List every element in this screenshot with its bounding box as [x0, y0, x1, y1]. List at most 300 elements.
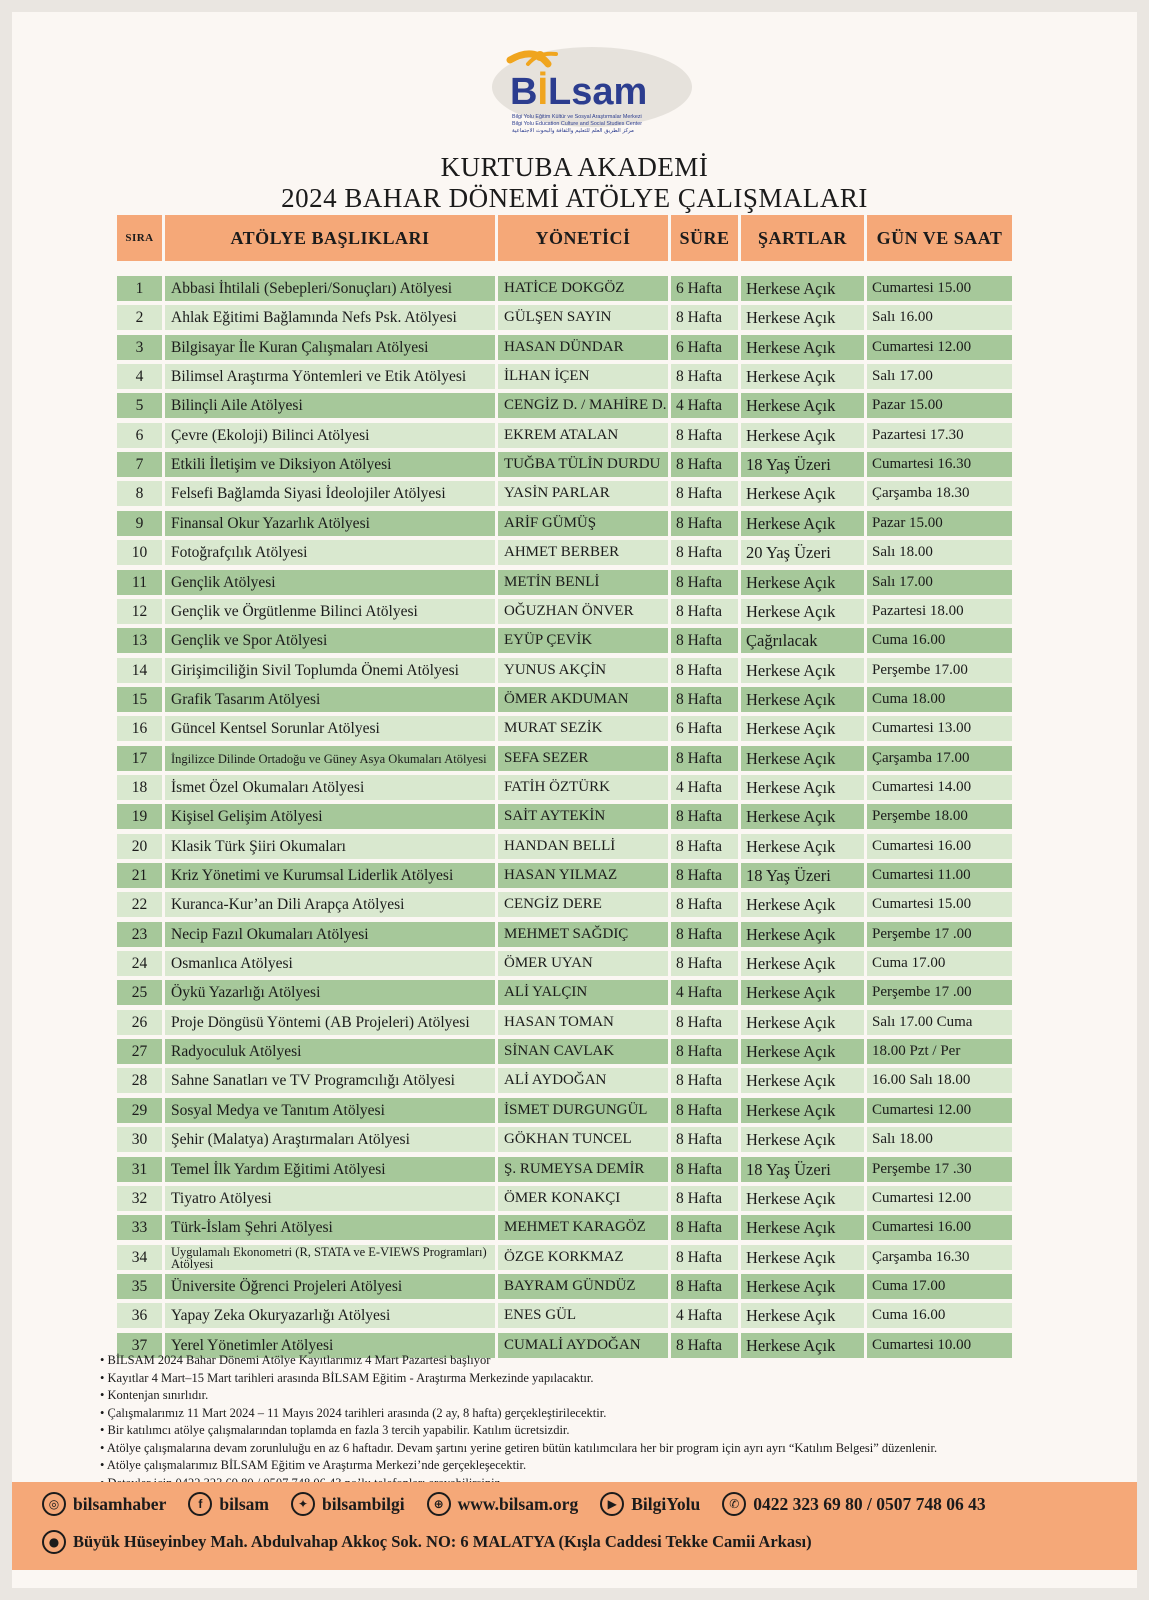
cell-name: Grafik Tasarım Atölyesi [165, 687, 495, 712]
cell-name: Yerel Yönetimler Atölyesi [165, 1333, 495, 1358]
cell-manager: ALİ YALÇIN [498, 980, 668, 1005]
cell-condition: Herkese Açık [741, 834, 864, 859]
website-link: www.bilsam.org [457, 1493, 579, 1514]
cell-name: Klasik Türk Şiiri Okumaları [165, 834, 495, 859]
cell-time: Perşembe 17.00 [867, 658, 1012, 683]
cell-manager: ÖMER AKDUMAN [498, 687, 668, 712]
table-row [117, 716, 1012, 741]
cell-num: 4 [117, 364, 162, 389]
cell-time: Cuma 16.00 [867, 1303, 1012, 1328]
table-row [117, 1068, 1012, 1093]
table-row [117, 863, 1012, 888]
table-row [117, 804, 1012, 829]
cell-num: 11 [117, 570, 162, 595]
cell-condition: 18 Yaş Üzeri [741, 1157, 864, 1182]
cell-num: 29 [117, 1098, 162, 1123]
cell-condition: Herkese Açık [741, 570, 864, 595]
cell-condition: Herkese Açık [741, 746, 864, 771]
table-row [117, 393, 1012, 418]
cell-num: 13 [117, 628, 162, 653]
cell-manager: ÖMER UYAN [498, 951, 668, 976]
cell-duration: 6 Hafta [671, 335, 738, 360]
cell-name: Necip Fazıl Okumaları Atölyesi [165, 922, 495, 947]
cell-name: Finansal Okur Yazarlık Atölyesi [165, 511, 495, 536]
table-row [117, 746, 1012, 771]
cell-manager: GÖKHAN TUNCEL [498, 1127, 668, 1152]
note-item: • Çalışmalarımız 11 Mart 2024 – 11 Mayıs 2024 tarihleri arasında (2 ay, 8 hafta) gerçekleştirilecektir. [100, 1405, 1100, 1423]
title-line-1: KURTUBA AKADEMİ [440, 152, 709, 182]
cell-num: 10 [117, 540, 162, 565]
table-row [117, 658, 1012, 683]
table-row [117, 834, 1012, 859]
table-row [117, 1245, 1012, 1270]
table-row [117, 922, 1012, 947]
cell-duration: 8 Hafta [671, 1215, 738, 1240]
cell-num: 5 [117, 393, 162, 418]
cell-duration: 4 Hafta [671, 775, 738, 800]
cell-time: Perşembe 17 .30 [867, 1157, 1012, 1182]
cell-num: 25 [117, 980, 162, 1005]
cell-time: Cumartesi 10.00 [867, 1333, 1012, 1358]
bilsam-logo [482, 42, 702, 142]
cell-condition: Çağrılacak [741, 628, 864, 653]
address-text: Büyük Hüseyinbey Mah. Abdulvahap Akkoç Sok. NO: 6 MALATYA (Kışla Caddesi Tekke Camii Arkası) [73, 1532, 812, 1551]
cell-condition: Herkese Açık [741, 1245, 864, 1270]
cell-manager: İSMET DURGUNGÜL [498, 1098, 668, 1123]
cell-manager: HASAN DÜNDAR [498, 335, 668, 360]
table-row [117, 452, 1012, 477]
cell-duration: 8 Hafta [671, 1274, 738, 1299]
cell-num: 8 [117, 481, 162, 506]
cell-duration: 8 Hafta [671, 452, 738, 477]
cell-num: 15 [117, 687, 162, 712]
table-row [117, 364, 1012, 389]
cell-num: 18 [117, 775, 162, 800]
cell-name: Çevre (Ekoloji) Bilinci Atölyesi [165, 423, 495, 448]
cell-manager: HANDAN BELLİ [498, 834, 668, 859]
cell-condition: Herkese Açık [741, 1068, 864, 1093]
notes-list [100, 1352, 1100, 1492]
twitter-handle: bilsambilgi [321, 1493, 405, 1514]
cell-duration: 8 Hafta [671, 746, 738, 771]
cell-duration: 8 Hafta [671, 1157, 738, 1182]
cell-num: 32 [117, 1186, 162, 1211]
cell-duration: 8 Hafta [671, 951, 738, 976]
facebook-handle: bilsam [219, 1493, 269, 1514]
footer-twitter[interactable] [291, 1492, 405, 1516]
cell-name: Yapay Zeka Okuryazarlığı Atölyesi [165, 1303, 495, 1328]
cell-manager: ÖMER KONAKÇI [498, 1186, 668, 1211]
cell-time: Cumartesi 12.00 [867, 1186, 1012, 1211]
cell-condition: Herkese Açık [741, 423, 864, 448]
cell-manager: CENGİZ DERE [498, 892, 668, 917]
cell-condition: Herkese Açık [741, 658, 864, 683]
table-row [117, 1010, 1012, 1035]
cell-num: 12 [117, 599, 162, 624]
cell-num: 3 [117, 335, 162, 360]
cell-condition: Herkese Açık [741, 1303, 864, 1328]
cell-condition: Herkese Açık [741, 305, 864, 330]
cell-manager: ENES GÜL [498, 1303, 668, 1328]
footer-facebook[interactable] [188, 1492, 269, 1516]
cell-time: Pazar 15.00 [867, 393, 1012, 418]
cell-condition: Herkese Açık [741, 1333, 864, 1358]
cell-name: Radyoculuk Atölyesi [165, 1039, 495, 1064]
cell-name: Kuranca-Kur’an Dili Arapça Atölyesi [165, 892, 495, 917]
cell-time: Çarşamba 17.00 [867, 746, 1012, 771]
phone-icon: ✆ [722, 1492, 746, 1516]
note-item: • Atölye çalışmalarımız BİLSAM Eğitim ve Araştırma Merkezi’nde gerçekleşecektir. [100, 1457, 1100, 1475]
cell-name: Bilimsel Araştırma Yöntemleri ve Etik Atölyesi [165, 364, 495, 389]
cell-duration: 8 Hafta [671, 863, 738, 888]
location-pin-icon: ● [42, 1530, 66, 1554]
phone-numbers: 0422 323 69 80 / 0507 748 06 43 [753, 1493, 986, 1514]
cell-name: Kişisel Gelişim Atölyesi [165, 804, 495, 829]
cell-duration: 8 Hafta [671, 1010, 738, 1035]
cell-duration: 6 Hafta [671, 716, 738, 741]
cell-name: Bilgisayar İle Kuran Çalışmaları Atölyesi [165, 335, 495, 360]
cell-manager: HASAN YILMAZ [498, 863, 668, 888]
cell-num: 17 [117, 746, 162, 771]
cell-time: Cumartesi 11.00 [867, 863, 1012, 888]
table-row [117, 599, 1012, 624]
cell-name: Sahne Sanatları ve TV Programcılığı Atölyesi [165, 1068, 495, 1093]
cell-duration: 8 Hafta [671, 423, 738, 448]
cell-duration: 8 Hafta [671, 511, 738, 536]
cell-time: 16.00 Salı 18.00 [867, 1068, 1012, 1093]
cell-manager: FATİH ÖZTÜRK [498, 775, 668, 800]
cell-manager: MURAT SEZİK [498, 716, 668, 741]
cell-manager: SEFA SEZER [498, 746, 668, 771]
cell-name: Abbasi İhtilali (Sebepleri/Sonuçları) Atölyesi [165, 276, 495, 301]
cell-manager: CUMALİ AYDOĞAN [498, 1333, 668, 1358]
cell-condition: Herkese Açık [741, 716, 864, 741]
cell-time: Çarşamba 18.30 [867, 481, 1012, 506]
logo-tagline-1: Bilgi Yolu Eğitim Kültür ve Sosyal Araştırmalar Merkezi [512, 114, 642, 120]
cell-duration: 8 Hafta [671, 305, 738, 330]
table-row [117, 276, 1012, 301]
table-row [117, 423, 1012, 448]
cell-duration: 8 Hafta [671, 658, 738, 683]
table-row [117, 980, 1012, 1005]
footer-address-row [42, 1530, 812, 1554]
cell-manager: SAİT AYTEKİN [498, 804, 668, 829]
cell-manager: MEHMET SAĞDIÇ [498, 922, 668, 947]
cell-name: Türk-İslam Şehri Atölyesi [165, 1215, 495, 1240]
cell-num: 35 [117, 1274, 162, 1299]
cell-duration: 8 Hafta [671, 1186, 738, 1211]
note-item: • Kontenjan sınırlıdır. [100, 1387, 1100, 1405]
cell-time: 18.00 Pzt / Per [867, 1039, 1012, 1064]
cell-time: Pazartesi 17.30 [867, 423, 1012, 448]
svg-text:BİLsam: BİLsam [510, 71, 648, 113]
note-item: • Kayıtlar 4 Mart–15 Mart tarihleri arasında BİLSAM Eğitim - Araştırma Merkezinde yapılacaktır. [100, 1370, 1100, 1388]
cell-time: Cumartesi 14.00 [867, 775, 1012, 800]
cell-time: Cumartesi 15.00 [867, 276, 1012, 301]
cell-name: Güncel Kentsel Sorunlar Atölyesi [165, 716, 495, 741]
cell-condition: Herkese Açık [741, 1039, 864, 1064]
cell-duration: 8 Hafta [671, 804, 738, 829]
header-sartlar: ŞARTLAR [741, 215, 864, 261]
table-row [117, 305, 1012, 330]
cell-time: Cuma 18.00 [867, 687, 1012, 712]
cell-manager: TUĞBA TÜLİN DURDU [498, 452, 668, 477]
cell-time: Salı 17.00 Cuma [867, 1010, 1012, 1035]
cell-name: Girişimciliğin Sivil Toplumda Önemi Atölyesi [165, 658, 495, 683]
cell-condition: Herkese Açık [741, 599, 864, 624]
cell-num: 33 [117, 1215, 162, 1240]
cell-name: Üniversite Öğrenci Projeleri Atölyesi [165, 1274, 495, 1299]
cell-condition: Herkese Açık [741, 951, 864, 976]
cell-duration: 8 Hafta [671, 1333, 738, 1358]
cell-manager: İLHAN İÇEN [498, 364, 668, 389]
cell-manager: OĞUZHAN ÖNVER [498, 599, 668, 624]
cell-time: Salı 18.00 [867, 1127, 1012, 1152]
cell-time: Cuma 17.00 [867, 1274, 1012, 1299]
title-line-2: 2024 BAHAR DÖNEMİ ATÖLYE ÇALIŞMALARI [281, 183, 868, 213]
cell-duration: 8 Hafta [671, 1039, 738, 1064]
header-yonetici: YÖNETİCİ [498, 215, 668, 261]
cell-time: Cumartesi 12.00 [867, 1098, 1012, 1123]
cell-manager: EYÜP ÇEVİK [498, 628, 668, 653]
cell-num: 24 [117, 951, 162, 976]
cell-num: 9 [117, 511, 162, 536]
cell-manager: ÖZGE KORKMAZ [498, 1245, 668, 1270]
cell-condition: Herkese Açık [741, 276, 864, 301]
cell-name: Osmanlıca Atölyesi [165, 951, 495, 976]
table-row [117, 335, 1012, 360]
table-row [117, 570, 1012, 595]
table-row [117, 1303, 1012, 1328]
instagram-handle: bilsamhaber [73, 1493, 167, 1514]
cell-name: Uygulamalı Ekonometri (R, STATA ve E-VIEWS Programları) Atölyesi [165, 1245, 495, 1270]
cell-condition: Herkese Açık [741, 892, 864, 917]
cell-num: 30 [117, 1127, 162, 1152]
cell-time: Salı 17.00 [867, 364, 1012, 389]
cell-manager: EKREM ATALAN [498, 423, 668, 448]
cell-num: 6 [117, 423, 162, 448]
cell-num: 22 [117, 892, 162, 917]
cell-manager: MEHMET KARAGÖZ [498, 1215, 668, 1240]
cell-time: Cumartesi 15.00 [867, 892, 1012, 917]
note-item: • Bir katılımcı atölye çalışmalarından toplamda en fazla 3 tercih yapabilir. Katılım ücretsizdir. [100, 1422, 1100, 1440]
cell-name: Fotoğrafçılık Atölyesi [165, 540, 495, 565]
cell-duration: 6 Hafta [671, 276, 738, 301]
footer-website[interactable] [427, 1492, 579, 1516]
table-row [117, 481, 1012, 506]
cell-manager: BAYRAM GÜNDÜZ [498, 1274, 668, 1299]
cell-num: 31 [117, 1157, 162, 1182]
cell-manager: YUNUS AKÇİN [498, 658, 668, 683]
table-row [117, 1274, 1012, 1299]
table-row [117, 1127, 1012, 1152]
cell-condition: Herkese Açık [741, 1186, 864, 1211]
cell-name: Felsefi Bağlamda Siyasi İdeolojiler Atölyesi [165, 481, 495, 506]
cell-manager: GÜLŞEN SAYIN [498, 305, 668, 330]
footer-youtube[interactable] [600, 1492, 700, 1516]
facebook-icon: f [188, 1492, 212, 1516]
cell-num: 16 [117, 716, 162, 741]
cell-duration: 8 Hafta [671, 540, 738, 565]
cell-num: 23 [117, 922, 162, 947]
cell-duration: 8 Hafta [671, 570, 738, 595]
cell-time: Pazartesi 18.00 [867, 599, 1012, 624]
table-row [117, 951, 1012, 976]
cell-duration: 8 Hafta [671, 599, 738, 624]
cell-time: Pazar 15.00 [867, 511, 1012, 536]
youtube-handle: BilgiYolu [631, 1493, 701, 1514]
cell-duration: 8 Hafta [671, 1127, 738, 1152]
table-row [117, 687, 1012, 712]
cell-condition: Herkese Açık [741, 1010, 864, 1035]
cell-manager: CENGİZ D. / MAHİRE D. [498, 393, 668, 418]
youtube-icon: ▶ [600, 1492, 624, 1516]
cell-time: Cumartesi 16.30 [867, 452, 1012, 477]
cell-num: 34 [117, 1245, 162, 1270]
cell-condition: Herkese Açık [741, 481, 864, 506]
table-row [117, 1098, 1012, 1123]
cell-time: Cumartesi 13.00 [867, 716, 1012, 741]
cell-condition: Herkese Açık [741, 980, 864, 1005]
table-row [117, 1186, 1012, 1211]
cell-num: 26 [117, 1010, 162, 1035]
cell-condition: Herkese Açık [741, 335, 864, 360]
cell-name: Proje Döngüsü Yöntemi (AB Projeleri) Atölyesi [165, 1010, 495, 1035]
cell-condition: Herkese Açık [741, 687, 864, 712]
footer-phone[interactable] [722, 1492, 985, 1516]
cell-name: Sosyal Medya ve Tanıtım Atölyesi [165, 1098, 495, 1123]
cell-num: 2 [117, 305, 162, 330]
cell-manager: Ş. RUMEYSA DEMİR [498, 1157, 668, 1182]
table-row [117, 775, 1012, 800]
footer-bar [12, 1482, 1137, 1570]
table-row [117, 511, 1012, 536]
cell-name: Tiyatro Atölyesi [165, 1186, 495, 1211]
cell-condition: Herkese Açık [741, 364, 864, 389]
cell-condition: Herkese Açık [741, 922, 864, 947]
cell-manager: HATİCE DOKGÖZ [498, 276, 668, 301]
cell-name: Gençlik ve Örgütlenme Bilinci Atölyesi [165, 599, 495, 624]
cell-duration: 8 Hafta [671, 1098, 738, 1123]
cell-time: Çarşamba 16.30 [867, 1245, 1012, 1270]
cell-condition: Herkese Açık [741, 1274, 864, 1299]
table-row [117, 628, 1012, 653]
cell-duration: 8 Hafta [671, 834, 738, 859]
cell-num: 27 [117, 1039, 162, 1064]
header-sure: SÜRE [671, 215, 738, 261]
cell-condition: 18 Yaş Üzeri [741, 863, 864, 888]
cell-name: İngilizce Dilinde Ortadoğu ve Güney Asya Okumaları Atölyesi [165, 746, 495, 771]
cell-manager: AHMET BERBER [498, 540, 668, 565]
cell-name: Temel İlk Yardım Eğitimi Atölyesi [165, 1157, 495, 1182]
cell-condition: Herkese Açık [741, 393, 864, 418]
cell-condition: Herkese Açık [741, 1098, 864, 1123]
cell-num: 36 [117, 1303, 162, 1328]
note-item: • Atölye çalışmalarına devam zorunluluğu en az 6 haftadır. Devam şartını yerine getiren bütün katılımcılara her bir program için ayrı ayrı “Katılım Belgesi” düzenlenir. [100, 1440, 1100, 1458]
cell-duration: 8 Hafta [671, 364, 738, 389]
cell-num: 19 [117, 804, 162, 829]
cell-num: 28 [117, 1068, 162, 1093]
twitter-icon: ✦ [291, 1492, 315, 1516]
cell-time: Cumartesi 12.00 [867, 335, 1012, 360]
cell-num: 21 [117, 863, 162, 888]
cell-duration: 4 Hafta [671, 1303, 738, 1328]
cell-name: Gençlik Atölyesi [165, 570, 495, 595]
cell-name: Etkili İletişim ve Diksiyon Atölyesi [165, 452, 495, 477]
cell-manager: SİNAN CAVLAK [498, 1039, 668, 1064]
header-gun-saat: GÜN VE SAAT [867, 215, 1012, 261]
note-item: • BİLSAM 2024 Bahar Dönemi Atölye Kayıtlarımız 4 Mart Pazartesi başlıyor [100, 1352, 1100, 1370]
cell-num: 1 [117, 276, 162, 301]
table-row [117, 1215, 1012, 1240]
cell-name: Kriz Yönetimi ve Kurumsal Liderlik Atölyesi [165, 863, 495, 888]
cell-duration: 8 Hafta [671, 892, 738, 917]
cell-duration: 8 Hafta [671, 481, 738, 506]
cell-duration: 4 Hafta [671, 393, 738, 418]
cell-num: 20 [117, 834, 162, 859]
footer-contacts [42, 1492, 1008, 1516]
cell-duration: 8 Hafta [671, 1068, 738, 1093]
logo-tagline-2: Bilgi Yolu Education Culture and Social Studies Center [512, 121, 643, 127]
cell-condition: Herkese Açık [741, 775, 864, 800]
table-row [117, 892, 1012, 917]
cell-time: Salı 17.00 [867, 570, 1012, 595]
table-row [117, 540, 1012, 565]
footer-instagram[interactable] [42, 1492, 166, 1516]
cell-condition: Herkese Açık [741, 511, 864, 536]
cell-name: Bilinçli Aile Atölyesi [165, 393, 495, 418]
cell-time: Salı 18.00 [867, 540, 1012, 565]
cell-num: 37 [117, 1333, 162, 1358]
title-block [12, 152, 1137, 214]
cell-manager: ARİF GÜMÜŞ [498, 511, 668, 536]
cell-name: İsmet Özel Okumaları Atölyesi [165, 775, 495, 800]
cell-duration: 4 Hafta [671, 980, 738, 1005]
poster-page [12, 12, 1137, 1588]
logo-tagline-3: مركز الطريق العلم للتعليم والثقافة والبحوث الاجتماعية [512, 128, 634, 134]
cell-name: Gençlik ve Spor Atölyesi [165, 628, 495, 653]
table-row [117, 1157, 1012, 1182]
cell-name: Şehir (Malatya) Araştırmaları Atölyesi [165, 1127, 495, 1152]
globe-icon: ⊕ [427, 1492, 451, 1516]
cell-time: Salı 16.00 [867, 305, 1012, 330]
header-atolye: ATÖLYE BAŞLIKLARI [165, 215, 495, 261]
cell-time: Perşembe 17 .00 [867, 980, 1012, 1005]
cell-time: Cumartesi 16.00 [867, 834, 1012, 859]
cell-name: Ahlak Eğitimi Bağlamında Nefs Psk. Atölyesi [165, 305, 495, 330]
cell-condition: 20 Yaş Üzeri [741, 540, 864, 565]
cell-duration: 8 Hafta [671, 922, 738, 947]
cell-condition: Herkese Açık [741, 1127, 864, 1152]
cell-num: 7 [117, 452, 162, 477]
cell-condition: Herkese Açık [741, 1215, 864, 1240]
instagram-icon: ◎ [42, 1492, 66, 1516]
cell-condition: 18 Yaş Üzeri [741, 452, 864, 477]
cell-condition: Herkese Açık [741, 804, 864, 829]
cell-duration: 8 Hafta [671, 687, 738, 712]
cell-manager: HASAN TOMAN [498, 1010, 668, 1035]
cell-manager: YASİN PARLAR [498, 481, 668, 506]
cell-duration: 8 Hafta [671, 628, 738, 653]
cell-time: Perşembe 18.00 [867, 804, 1012, 829]
cell-manager: METİN BENLİ [498, 570, 668, 595]
table-row [117, 1039, 1012, 1064]
cell-name: Öykü Yazarlığı Atölyesi [165, 980, 495, 1005]
cell-time: Cuma 16.00 [867, 628, 1012, 653]
cell-manager: ALİ AYDOĞAN [498, 1068, 668, 1093]
cell-time: Perşembe 17 .00 [867, 922, 1012, 947]
cell-duration: 8 Hafta [671, 1245, 738, 1270]
